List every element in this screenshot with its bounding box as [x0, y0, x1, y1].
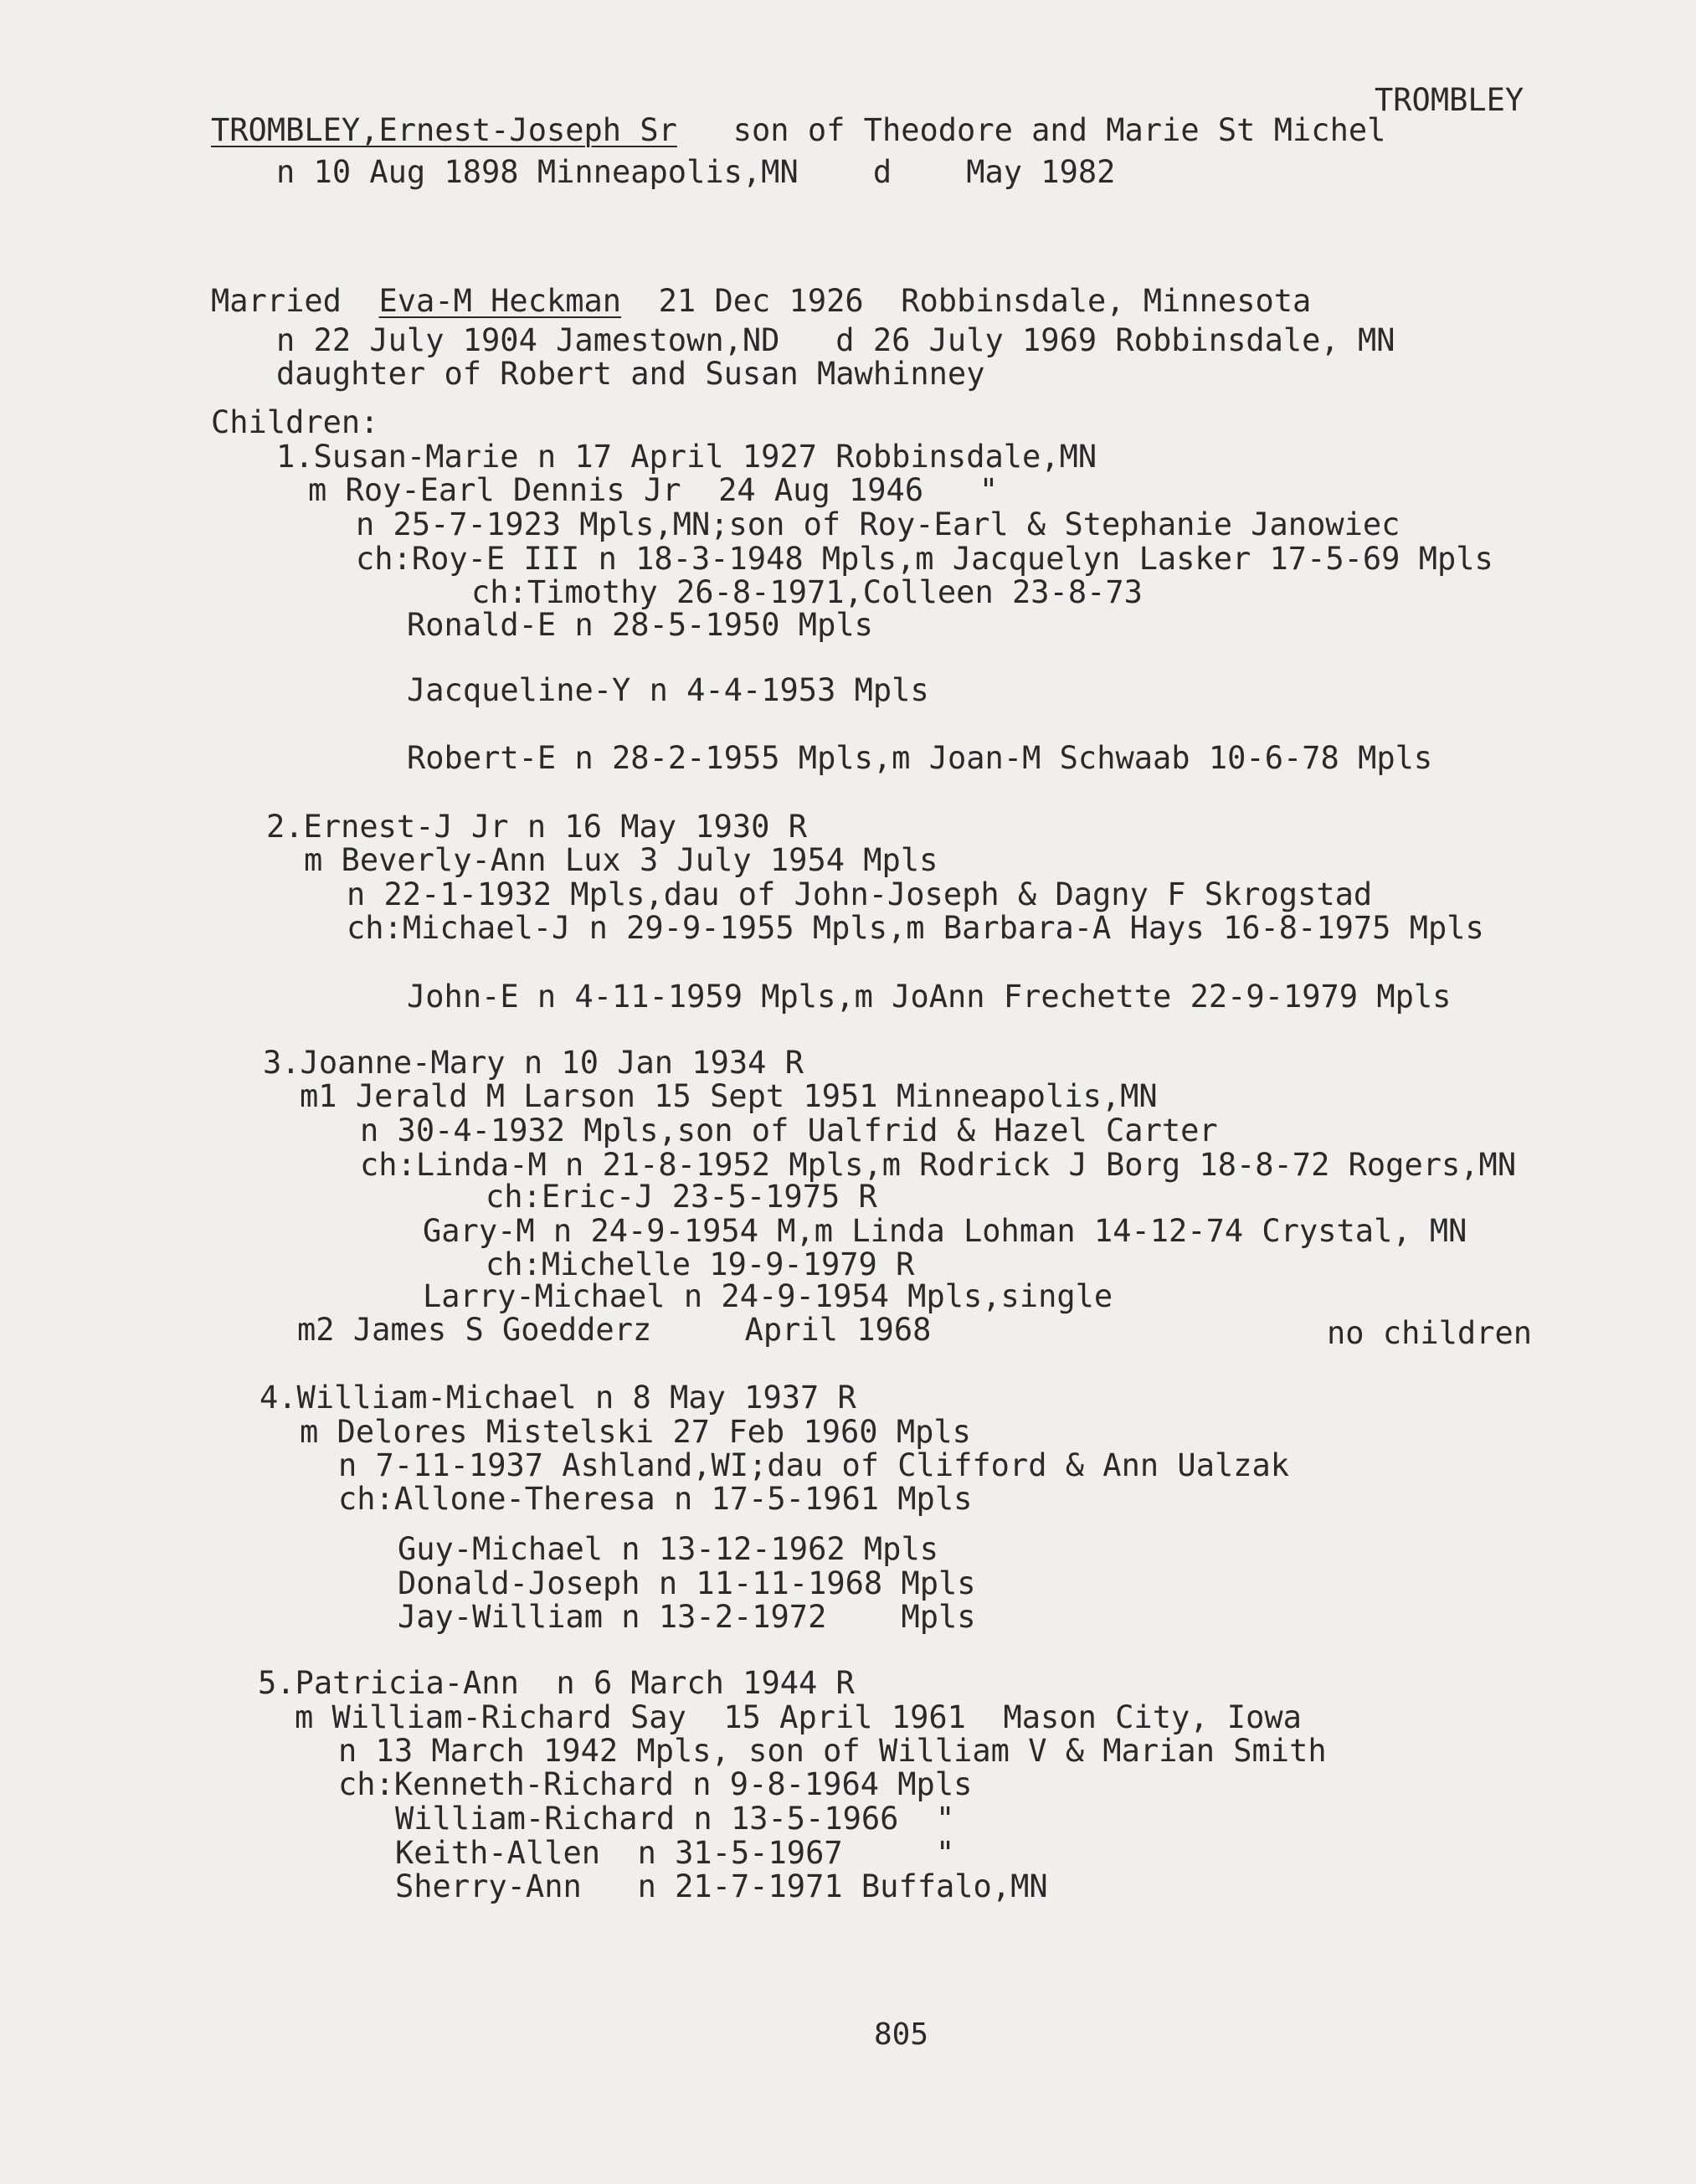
- surname-header: TROMBLEY: [1375, 82, 1524, 118]
- child-4-line: Guy-Michael n 13-12-1962 Mpls: [398, 1531, 939, 1567]
- child-5-line: 5.Patricia-Ann n 6 March 1944 R: [258, 1665, 855, 1701]
- child-3-line: Gary-M n 24-9-1954 M,m Linda Lohman 14-12-74 Crystal, MN: [423, 1213, 1467, 1249]
- child-3-line: n 30-4-1932 Mpls,son of Ualfrid & Hazel Carter: [360, 1113, 1218, 1149]
- child-2-line: John-E n 4-11-1959 Mpls,m JoAnn Frechette 22-9-1979 Mpls: [407, 979, 1452, 1015]
- child-4-line: n 7-11-1937 Ashland,WI;dau of Clifford & Ann Ualzak: [338, 1447, 1290, 1483]
- child-3-line: m2 James S Goedderz April 1968: [297, 1312, 932, 1348]
- child-3-line: m1 Jerald M Larson 15 Sept 1951 Minneapolis,MN: [300, 1078, 1158, 1114]
- child-3-line: 3.Joanne-Mary n 10 Jan 1934 R: [263, 1045, 804, 1081]
- spouse-birth-death: n 22 July 1904 Jamestown,ND d 26 July 1969 Robbinsdale, MN: [276, 322, 1395, 358]
- child-3-line: no children: [1327, 1315, 1533, 1351]
- child-4-line: m Delores Mistelski 27 Feb 1960 Mpls: [300, 1414, 971, 1450]
- page-number: 805: [874, 2017, 929, 2052]
- child-1-line: m Roy-Earl Dennis Jr 24 Aug 1946 ": [308, 472, 999, 508]
- child-1-line: ch:Timothy 26-8-1971,Colleen 23-8-73: [471, 574, 1143, 610]
- child-5-line: ch:Kenneth-Richard n 9-8-1964 Mpls: [338, 1766, 973, 1802]
- child-2-line: m Beverly-Ann Lux 3 July 1954 Mpls: [304, 842, 938, 878]
- child-2-line: ch:Michael-J n 29-9-1955 Mpls,m Barbara-A Hays 16-8-1975 Mpls: [347, 910, 1484, 946]
- child-3-line: ch:Linda-M n 21-8-1952 Mpls,m Rodrick J Borg 18-8-72 Rogers,MN: [360, 1147, 1517, 1183]
- child-1-line: Robert-E n 28-2-1955 Mpls,m Joan-M Schwaab 10-6-78 Mpls: [407, 740, 1433, 776]
- child-2-line: n 22-1-1932 Mpls,dau of John-Joseph & Dagny F Skrogstad: [347, 876, 1373, 912]
- child-5-line: m William-Richard Say 15 April 1961 Mason City, Iowa: [295, 1699, 1302, 1735]
- child-5-line: n 13 March 1942 Mpls, son of William V & Marian Smith: [338, 1733, 1327, 1769]
- subject-birth-death: n 10 Aug 1898 Minneapolis,MN d May 1982: [276, 154, 1116, 190]
- child-4-line: ch:Allone-Theresa n 17-5-1961 Mpls: [338, 1481, 973, 1517]
- subject-line: [211, 112, 1385, 149]
- child-4-line: Donald-Joseph n 11-11-1968 Mpls: [398, 1565, 976, 1601]
- child-5-line: William-Richard n 13-5-1966 ": [395, 1801, 955, 1837]
- married-label: Married: [211, 283, 342, 319]
- child-5-line: Sherry-Ann n 21-7-1971 Buffalo,MN: [395, 1868, 1048, 1904]
- child-5-line: Keith-Allen n 31-5-1967 ": [395, 1835, 955, 1871]
- child-4-line: Jay-William n 13-2-1972 Mpls: [398, 1599, 976, 1635]
- child-3-line: Larry-Michael n 24-9-1954 Mpls,single: [423, 1278, 1113, 1314]
- subject-parents: son of Theodore and Marie St Michel: [732, 112, 1386, 148]
- child-3-line: ch:Eric-J 23-5-1975 R: [486, 1179, 877, 1215]
- child-4-line: 4.William-Michael n 8 May 1937 R: [260, 1380, 856, 1416]
- child-3-line: ch:Michelle 19-9-1979 R: [486, 1246, 915, 1282]
- marriage-line: [211, 283, 1311, 320]
- subject-name: TROMBLEY,Ernest-Joseph Sr: [211, 112, 677, 148]
- child-1-line: Ronald-E n 28-5-1950 Mpls: [407, 607, 873, 643]
- children-heading: Children:: [211, 404, 379, 440]
- child-1-line: Jacqueline-Y n 4-4-1953 Mpls: [407, 672, 929, 708]
- spouse-parents: daughter of Robert and Susan Mawhinney: [276, 356, 985, 392]
- spouse-name: Eva-M Heckman: [378, 283, 622, 319]
- child-1-line: 1.Susan-Marie n 17 April 1927 Robbinsdale,MN: [276, 439, 1097, 475]
- child-1-line: n 25-7-1923 Mpls,MN;son of Roy-Earl & Stephanie Janowiec: [356, 506, 1400, 542]
- child-1-line: ch:Roy-E III n 18-3-1948 Mpls,m Jacquelyn Lasker 17-5-69 Mpls: [356, 541, 1493, 577]
- marriage-details: 21 Dec 1926 Robbinsdale, Minnesota: [658, 283, 1312, 319]
- child-2-line: 2.Ernest-J Jr n 16 May 1930 R: [266, 809, 808, 845]
